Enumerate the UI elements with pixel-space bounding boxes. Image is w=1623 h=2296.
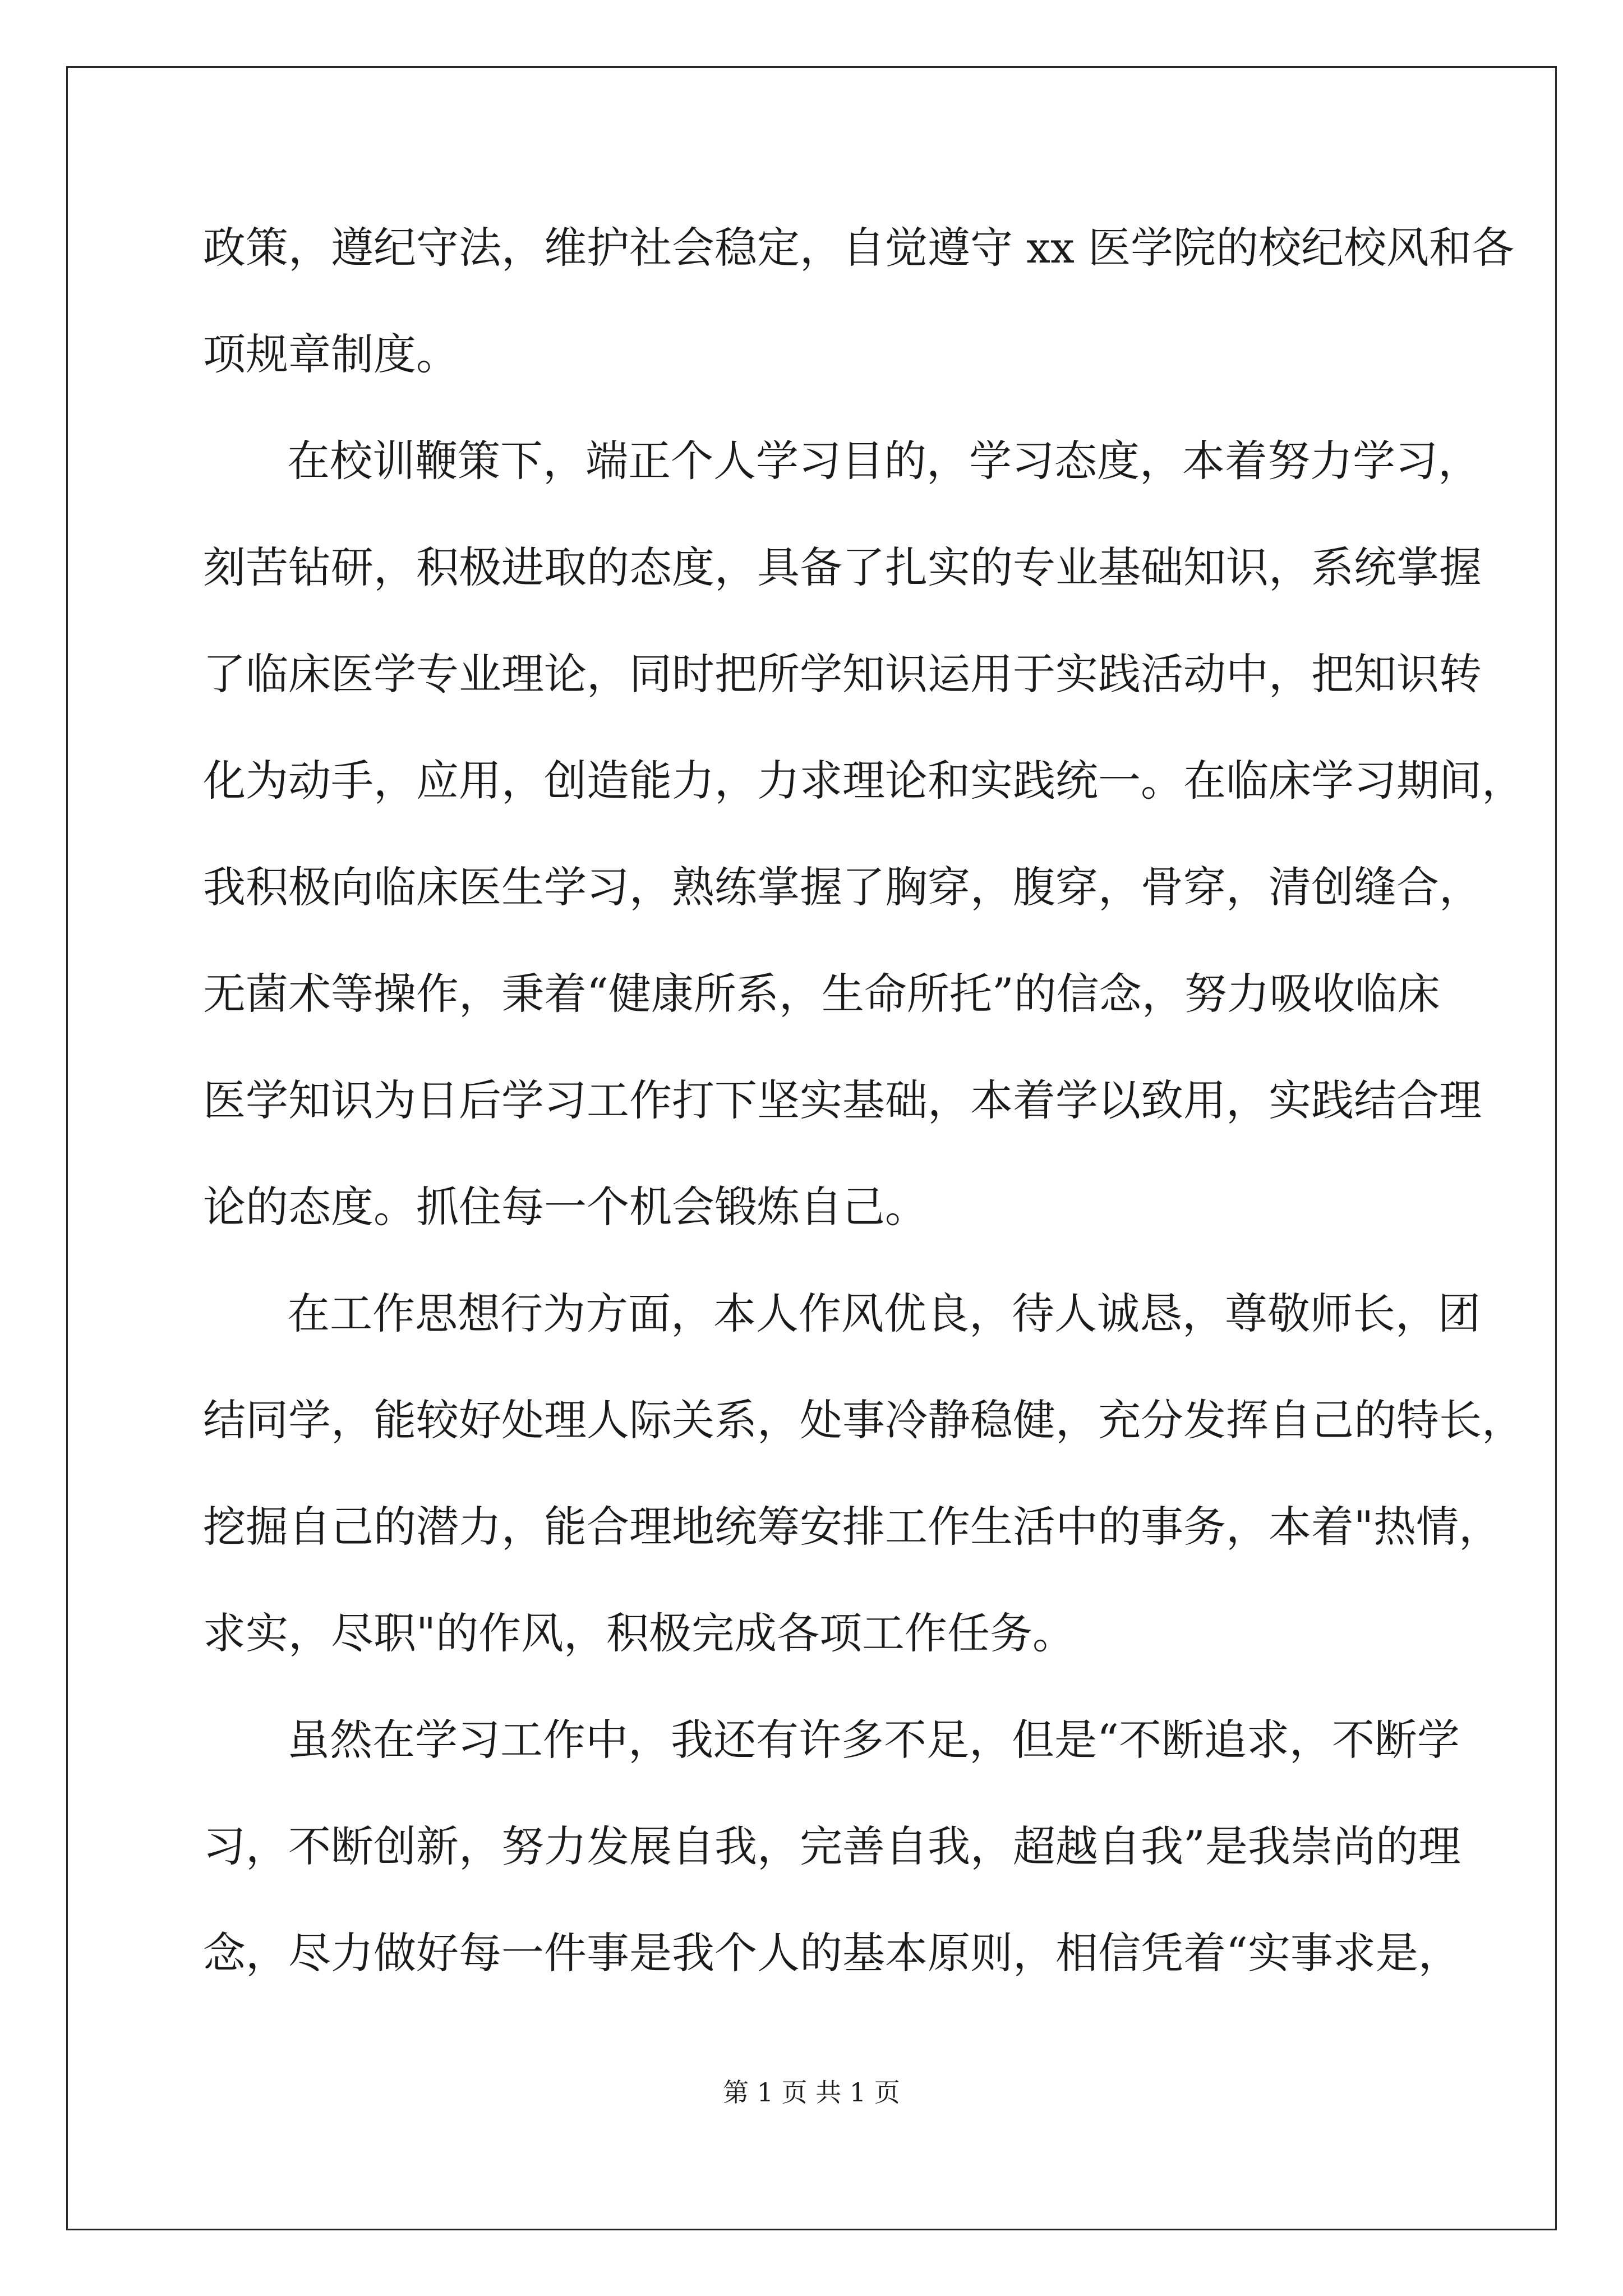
text-line: 了临床医学专业理论，同时把所学知识运用于实践活动中，把知识转 — [203, 649, 1482, 699]
paragraph-start-line: 在校训鞭策下，端正个人学习目的，学习态度，本着努力学习， — [287, 436, 1481, 486]
text-line: 项规章制度。 — [203, 329, 459, 379]
text-line: 结同学，能较好处理人际关系，处事冷静稳健，充分发挥自己的特长， — [203, 1395, 1524, 1445]
text-line: 论的态度。抓住每一个机会锻炼自己。 — [203, 1182, 928, 1232]
text-line: 政策，遵纪守法，维护社会稳定，自觉遵守 xx 医学院的校纪校风和各 — [203, 223, 1515, 273]
text-line: 刻苦钻研，积极进取的态度，具备了扎实的专业基础知识，系统掌握 — [203, 542, 1482, 592]
text-line: 医学知识为日后学习工作打下坚实基础，本着学以致用，实践结合理 — [203, 1075, 1482, 1125]
page-number-footer: 第 1 页 共 1 页 — [723, 2077, 900, 2108]
text-line: 化为动手，应用，创造能力，力求理论和实践统一。在临床学习期间， — [203, 756, 1524, 806]
text-line: 挖掘自己的潜力，能合理地统筹安排工作生活中的事务，本着"热情， — [203, 1502, 1501, 1552]
text-line: 无菌术等操作，秉着“健康所系，生命所托”的信念，努力吸收临床 — [203, 969, 1440, 1019]
text-line: 念，尽力做好每一件事是我个人的基本原则，相信凭着“实事求是， — [203, 1928, 1461, 1978]
paragraph-start-line: 在工作思想行为方面，本人作风优良，待人诚恳，尊敬师长，团 — [287, 1289, 1481, 1338]
text-line: 求实，尽职"的作风，积极完成各项工作任务。 — [203, 1608, 1075, 1658]
text-line: 习，不断创新，努力发展自我，完善自我，超越自我”是我崇尚的理 — [203, 1821, 1461, 1871]
page-border — [66, 66, 1557, 2230]
text-line: 我积极向临床医生学习，熟练掌握了胸穿，腹穿，骨穿，清创缝合， — [203, 862, 1482, 912]
paragraph-start-line: 虽然在学习工作中，我还有许多不足，但是“不断追求，不断学 — [287, 1715, 1460, 1765]
